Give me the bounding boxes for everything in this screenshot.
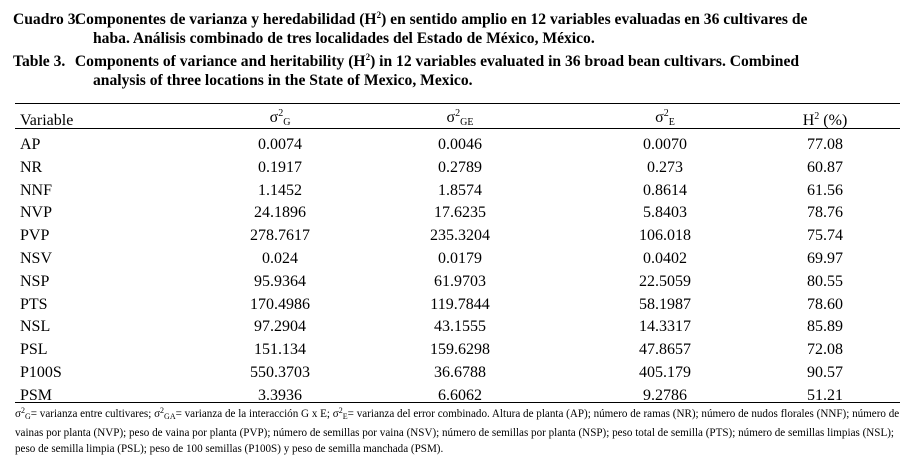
variance-components-table (15, 106, 905, 408)
cell-variable: NSL (20, 318, 51, 336)
cell-heritability: 60.87 (807, 158, 843, 176)
header-square-sup: 2 (455, 108, 461, 119)
header-sigma-symbol: σ (269, 109, 279, 126)
caption-english-line1 (13, 52, 898, 71)
footnote-sigma: σ (332, 408, 339, 420)
table-row (15, 339, 905, 362)
cell-sigma-e: 0.273 (647, 158, 683, 176)
cell-sigma-ge: 1.8574 (438, 181, 482, 199)
cell-variable: NR (20, 158, 43, 176)
cell-variable: AP (20, 136, 41, 153)
header-sigma-ge (335, 106, 585, 134)
cell-sigma-e: 0.0402 (643, 249, 687, 267)
cell-heritability: 78.76 (807, 204, 843, 222)
cell-sigma-e: 0.0070 (643, 136, 687, 153)
cell-heritability: 85.89 (807, 318, 843, 336)
table-row (15, 271, 905, 294)
cell-sigma-e: 22.5059 (639, 272, 691, 290)
footnote-g-text: = varianza entre cultivares; (30, 408, 155, 420)
caption-spanish-text-b: ) en sentido amplio en 12 variables evaluadas en 36 cultivares de (381, 11, 808, 28)
header-h-letter: H (802, 111, 815, 129)
header-square-sup: 2 (278, 108, 284, 119)
caption-english-text-a: Components of variance and heritability (H (74, 53, 366, 70)
cell-sigma-e: 9.2786 (643, 386, 687, 404)
cell-sigma-g: 97.2904 (254, 318, 306, 336)
header-e-sub: E (668, 117, 675, 128)
cell-sigma-ge: 159.6298 (430, 341, 490, 359)
cell-sigma-g: 0.1917 (258, 158, 302, 176)
caption-spanish-text-a: Componentes de varianza y heredabilidad (H (74, 11, 377, 28)
cell-variable: PTS (20, 295, 48, 313)
table-row (15, 362, 905, 385)
cell-variable: NSP (20, 272, 50, 290)
caption-spanish-line2: haba. Análisis combinado de tres localidades del Estado de México, México. (93, 30, 595, 47)
footnote-e-sub: E (342, 412, 348, 421)
header-heritability (745, 106, 905, 134)
cell-sigma-e: 14.3317 (639, 318, 691, 336)
caption-english-text-b: ) in 12 variables evaluated in 36 broad bean cultivars. Combined (370, 53, 800, 70)
cell-variable: PVP (20, 227, 50, 245)
caption-spanish-label: Cuadro 3. (13, 11, 80, 28)
footnote-sup: 2 (338, 406, 343, 415)
cell-sigma-e: 106.018 (639, 227, 691, 245)
cell-variable: NVP (20, 204, 53, 222)
footnote-sup: 2 (160, 406, 165, 415)
cell-sigma-g: 3.3936 (258, 386, 302, 404)
cell-sigma-ge: 0.0179 (438, 249, 482, 267)
cell-sigma-e: 5.8403 (643, 204, 687, 222)
caption-english (13, 52, 898, 90)
cell-sigma-g: 0.0074 (258, 136, 302, 153)
table-top-rule (15, 103, 900, 104)
cell-heritability: 80.55 (807, 272, 843, 290)
cell-sigma-g: 0.024 (262, 249, 298, 267)
header-sigma-e (585, 106, 745, 134)
cell-heritability: 90.57 (807, 363, 843, 381)
cell-sigma-g: 151.134 (254, 341, 306, 359)
cell-heritability: 61.56 (807, 181, 843, 199)
table-row (15, 134, 905, 157)
footnote-sup: 2 (20, 406, 25, 415)
cell-sigma-e: 58.1987 (639, 295, 691, 313)
cell-sigma-ge: 0.2789 (438, 158, 482, 176)
cell-sigma-ge: 119.7844 (430, 295, 490, 313)
cell-sigma-g: 95.9364 (254, 272, 306, 290)
cell-heritability: 75.74 (807, 227, 843, 245)
header-percent: (%) (819, 111, 848, 129)
cell-sigma-ge: 43.1555 (434, 318, 486, 336)
cell-variable: PSL (20, 341, 48, 359)
table-row (15, 180, 905, 203)
table-row (15, 202, 905, 225)
footnote-sigma: σ (15, 408, 21, 420)
header-square-sup: 2 (814, 110, 820, 122)
cell-sigma-e: 47.8657 (639, 341, 691, 359)
header-square-sup: 2 (663, 108, 669, 119)
table-row (15, 385, 905, 408)
cell-heritability: 77.08 (807, 136, 843, 153)
cell-sigma-e: 405.179 (639, 363, 691, 381)
header-sigma-symbol: σ (446, 109, 456, 126)
cell-sigma-g: 550.3703 (250, 363, 310, 381)
cell-sigma-ge: 61.9703 (434, 272, 486, 290)
cell-heritability: 51.21 (807, 386, 843, 404)
cell-variable: P100S (20, 363, 62, 381)
table-row (15, 248, 905, 271)
table-row (15, 157, 905, 180)
cell-heritability: 72.08 (807, 341, 843, 359)
table-row (15, 225, 905, 248)
cell-heritability: 69.97 (807, 249, 843, 267)
footnote-ga-text: = varianza de la interacción G x E; (175, 408, 333, 420)
cell-sigma-ge: 36.6788 (434, 363, 486, 381)
cell-variable: PSM (20, 386, 53, 404)
caption-english-h2-sup: 2 (365, 52, 371, 62)
caption-english-label: Table 3. (13, 53, 66, 70)
footnote-ga-sub: GA (164, 412, 176, 421)
footnote-g-sub: G (24, 412, 31, 421)
cell-sigma-g: 24.1896 (254, 204, 306, 222)
table-header-row (15, 106, 905, 134)
table-body (15, 134, 905, 408)
cell-sigma-ge: 235.3204 (430, 227, 490, 245)
caption-spanish (13, 10, 898, 48)
header-variable: Variable (20, 111, 74, 129)
header-sigma-symbol: σ (655, 109, 664, 126)
cell-heritability: 78.60 (807, 295, 843, 313)
footnote-e-text: = varianza del error combinado. Altura de planta (AP); número de ramas (NR); número de nudos florales (NNF); número de vainas por planta (NVP); peso de vaina por planta (PVP); número de semillas por vaina (NSV); número de semillas por planta (NSP); peso total de semilla (PTS); número de semillas limpias (NSL); peso de semilla limpia (PSL); peso de 100 semillas (P100S) y peso de semilla manchada (PSM). (15, 408, 900, 455)
header-sigma-g (225, 106, 335, 134)
cell-sigma-ge: 17.6235 (434, 204, 486, 222)
cell-sigma-g: 278.7617 (250, 227, 310, 245)
table-row (15, 316, 905, 339)
caption-spanish-line1 (13, 10, 898, 29)
cell-sigma-g: 170.4986 (250, 295, 310, 313)
table-footnote (15, 406, 900, 457)
cell-sigma-g: 1.1452 (258, 181, 302, 199)
table-row (15, 294, 905, 317)
cell-sigma-ge: 0.0046 (438, 136, 482, 153)
caption-spanish-h2-sup: 2 (376, 10, 382, 20)
footnote-sigma: σ (154, 408, 161, 420)
cell-variable: NSV (20, 249, 53, 267)
header-ge-sub: GE (460, 117, 474, 128)
cell-sigma-e: 0.8614 (643, 181, 687, 199)
cell-sigma-ge: 6.6062 (438, 386, 482, 404)
cell-variable: NNF (20, 181, 53, 199)
header-g-sub: G (283, 117, 291, 128)
caption-english-line2: analysis of three locations in the State of Mexico, Mexico. (93, 72, 473, 89)
